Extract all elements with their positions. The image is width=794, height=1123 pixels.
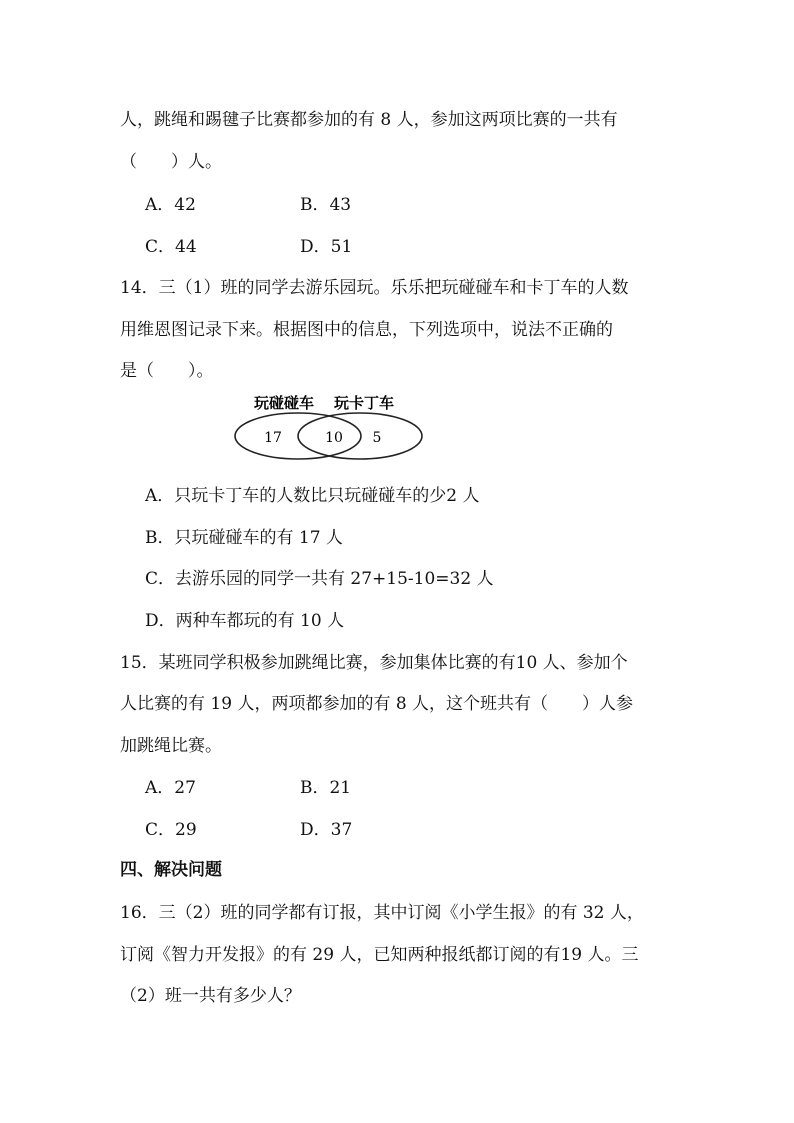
q16-text-line3: （2）班一共有多少人？ [120, 986, 301, 1006]
q15-option-b[interactable]: B．21 [300, 778, 352, 798]
q13-option-d[interactable]: D．51 [300, 237, 353, 257]
q14-option-d[interactable]: D．两种车都玩的有 10 人 [145, 611, 345, 631]
q16-text-line2: 订阅《智力开发报》的有 29 人，已知两种报纸都订阅的有19 人。三 [120, 945, 639, 965]
venn-right-label: 玩卡丁车 [333, 394, 395, 412]
q15-option-a[interactable]: A．27 [145, 778, 196, 798]
q14-text-line3: 是（ ）。 [120, 361, 214, 381]
q15-option-d[interactable]: D．37 [300, 820, 353, 840]
q13-text-line2: （ ）人。 [120, 152, 222, 172]
q13-option-c[interactable]: C．44 [145, 237, 197, 257]
q14-text-line1: 14．三（1）班的同学去游乐园玩。乐乐把玩碰碰车和卡丁车的人数 [120, 278, 629, 298]
q14-option-c[interactable]: C．去游乐园的同学一共有 27+15-10=32 人 [145, 569, 494, 589]
q15-text-line2: 人比赛的有 19 人，两项都参加的有 8 人，这个班共有（ ）人参 [120, 694, 634, 714]
q13-option-a[interactable]: A．42 [145, 195, 196, 215]
venn-both-value: 10 [325, 430, 343, 446]
venn-diagram [230, 388, 430, 464]
venn-right-only-value: 5 [372, 430, 382, 446]
q14-option-b[interactable]: B．只玩碰碰车的有 17 人 [145, 528, 343, 548]
q13-option-b[interactable]: B．43 [300, 195, 352, 215]
venn-right-circle [298, 413, 422, 459]
q14-text-line2: 用维恩图记录下来。根据图中的信息，下列选项中，说法不正确的 [120, 320, 613, 340]
q14-option-a[interactable]: A．只玩卡丁车的人数比只玩碰碰车的少2 人 [145, 486, 480, 506]
section-heading: 四、解决问题 [120, 860, 222, 880]
q16-text-line1: 16．三（2）班的同学都有订报，其中订阅《小学生报》的有 32 人， [120, 903, 644, 923]
venn-left-label: 玩碰碰车 [253, 394, 315, 412]
q15-option-c[interactable]: C．29 [145, 820, 197, 840]
venn-left-only-value: 17 [264, 430, 282, 446]
q13-text-line1: 人，跳绳和踢毽子比赛都参加的有 8 人，参加这两项比赛的一共有 [120, 110, 618, 130]
q15-text-line3: 加跳绳比赛。 [120, 736, 222, 756]
q15-text-line1: 15．某班同学积极参加跳绳比赛，参加集体比赛的有10 人、参加个 [120, 653, 628, 673]
